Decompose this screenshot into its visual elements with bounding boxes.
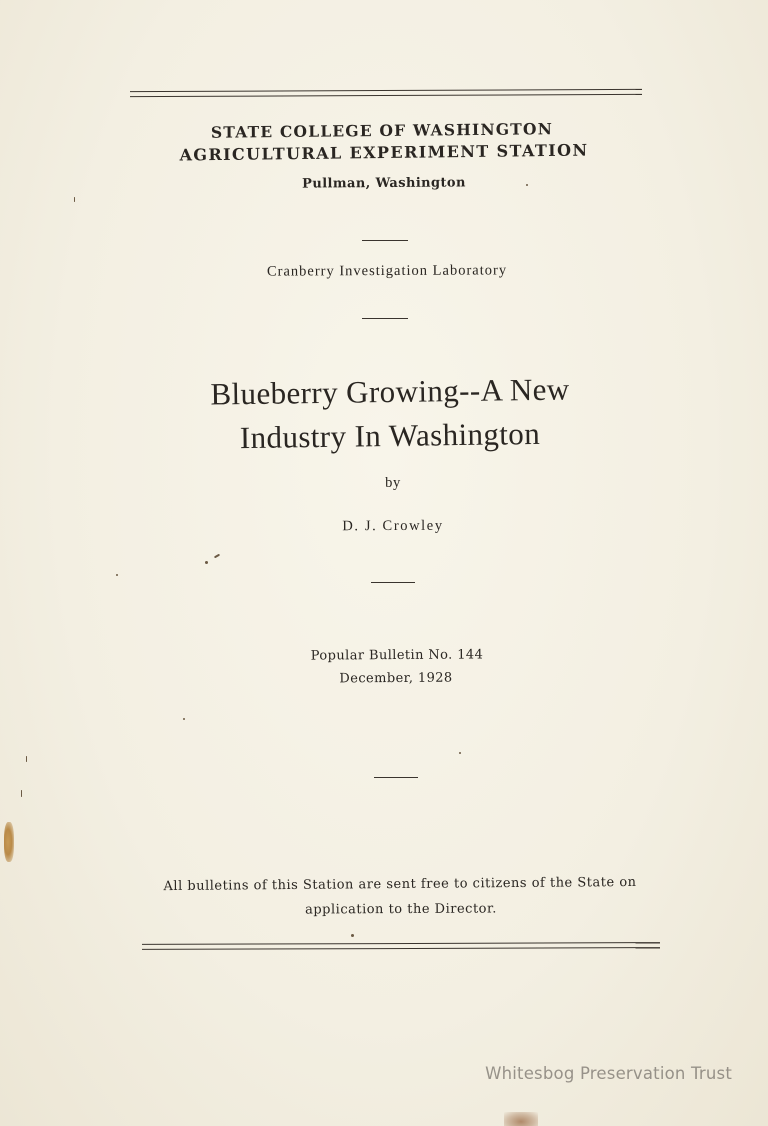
ink-speck [351,934,354,937]
station-name: AGRICULTURAL EXPERIMENT STATION [179,140,589,165]
paper-stain-left [4,822,14,862]
bottom-double-rule [142,942,660,950]
title-line-1: Blueberry Growing--A New [210,371,570,412]
bulletin-number: Popular Bulletin No. 144 [310,647,484,664]
divider-2 [362,318,408,319]
divider-4 [374,777,418,778]
notice-line-1: All bulletins of this Station are sent free to citizens of the State on [163,874,637,895]
title-line-2: Industry In Washington [239,415,541,456]
ink-speck [74,197,75,202]
notice-line-2: application to the Director. [305,901,497,918]
watermark-text: Whitesbog Preservation Trust [485,1064,732,1083]
paper-stain-bottom [504,1112,538,1126]
ink-speck [21,790,22,797]
institution-name: STATE COLLEGE OF WASHINGTON [210,119,554,142]
ink-speck [26,756,27,762]
ink-speck [214,554,220,559]
ink-speck [205,561,208,564]
ink-speck [459,752,461,754]
laboratory-name: Cranberry Investigation Laboratory [266,262,508,280]
ink-speck [526,184,528,186]
divider-3 [371,582,415,583]
author-name: D. J. Crowley [342,517,444,535]
byline-by: by [385,475,401,491]
station-location: Pullman, Washington [302,175,466,192]
divider-1 [362,240,408,241]
ink-speck [183,718,185,720]
top-double-rule [130,89,642,97]
ink-speck [116,574,118,576]
publication-date: December, 1928 [339,670,453,687]
